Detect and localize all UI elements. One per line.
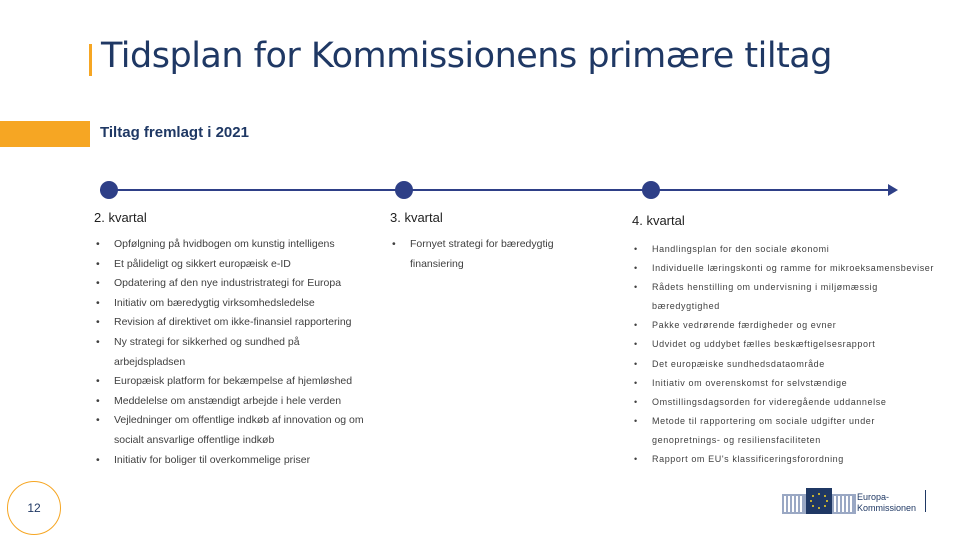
page-number-badge [7, 481, 61, 535]
column-heading: 2. kvartal [94, 210, 147, 225]
list-item: • Revision af direktivet om ikke-finansiel rapportering [94, 313, 384, 333]
list-item: • Opfølgning på hvidbogen om kunstig intelligens [94, 235, 384, 255]
page-number: 12 [27, 501, 41, 515]
item-list [632, 240, 952, 469]
list-item: • Meddelelse om anstændigt arbejde i hele verden [94, 392, 384, 412]
list-item: • Rådets henstilling om undervisning i miljømæssig bæredygtighed [632, 278, 902, 316]
list-item: • Ny strategi for sikkerhed og sundhed på arbejdspladsen [94, 333, 329, 372]
list-item: • Fornyet strategi for bæredygtig finansiering [390, 235, 570, 274]
slide-subtitle: Tiltag fremlagt i 2021 [100, 124, 249, 141]
list-item: • Det europæiske sundhedsdataområde [632, 355, 952, 374]
list-item: • Udvidet og uddybet fælles beskæftigelsesrapport [632, 335, 952, 354]
timeline-arrowhead [888, 184, 898, 196]
list-item: • Pakke vedrørende færdigheder og evner [632, 316, 952, 335]
subtitle-accent-bar [0, 121, 90, 147]
list-item: • Opdatering af den nye industristrategi for Europa [94, 274, 384, 294]
logo-line-1: Europa- [857, 492, 890, 502]
list-item: • Europæisk platform for bekæmpelse af hjemløshed [94, 372, 384, 392]
timeline-marker-q3 [395, 181, 413, 199]
column-q4 [632, 210, 952, 469]
logo-divider [925, 490, 926, 512]
logo-line-2: Kommissionen [857, 503, 917, 513]
column-q3 [390, 210, 580, 274]
column-q2 [94, 210, 384, 470]
timeline-marker-q4 [642, 181, 660, 199]
eu-flag-icon [806, 488, 832, 514]
column-heading: 3. kvartal [390, 210, 443, 225]
title-accent-bar [89, 44, 92, 76]
list-item: • Initiativ om bæredygtig virksomhedsledelse [94, 294, 384, 314]
list-item: • Individuelle læringskonti og ramme for mikroeksamensbeviser [632, 259, 952, 278]
list-item: • Rapport om EU's klassificeringsforordning [632, 450, 952, 469]
column-heading: 4. kvartal [632, 213, 685, 228]
timeline [0, 180, 960, 200]
item-list [94, 235, 384, 470]
slide-title: Tidsplan for Kommissionens primære tiltag [101, 36, 832, 76]
list-item: • Initiativ for boliger til overkommelige priser [94, 451, 384, 471]
item-list [390, 235, 580, 274]
list-item: • Metode til rapportering om sociale udgifter under genopretnings- og resiliensfaciliteten [632, 412, 882, 450]
list-item: • Initiativ om overenskomst for selvstændige [632, 374, 952, 393]
logo-wordmark [857, 492, 916, 514]
list-item: • Handlingsplan for den sociale økonomi [632, 240, 952, 259]
list-item: • Omstillingsdagsorden for videregående uddannelse [632, 393, 952, 412]
list-item: • Vejledninger om offentlige indkøb af innovation og om socialt ansvarlige offentlige indkøb [94, 411, 364, 450]
timeline-marker-q2 [100, 181, 118, 199]
list-item: • Et pålideligt og sikkert europæisk e-ID [94, 255, 384, 275]
